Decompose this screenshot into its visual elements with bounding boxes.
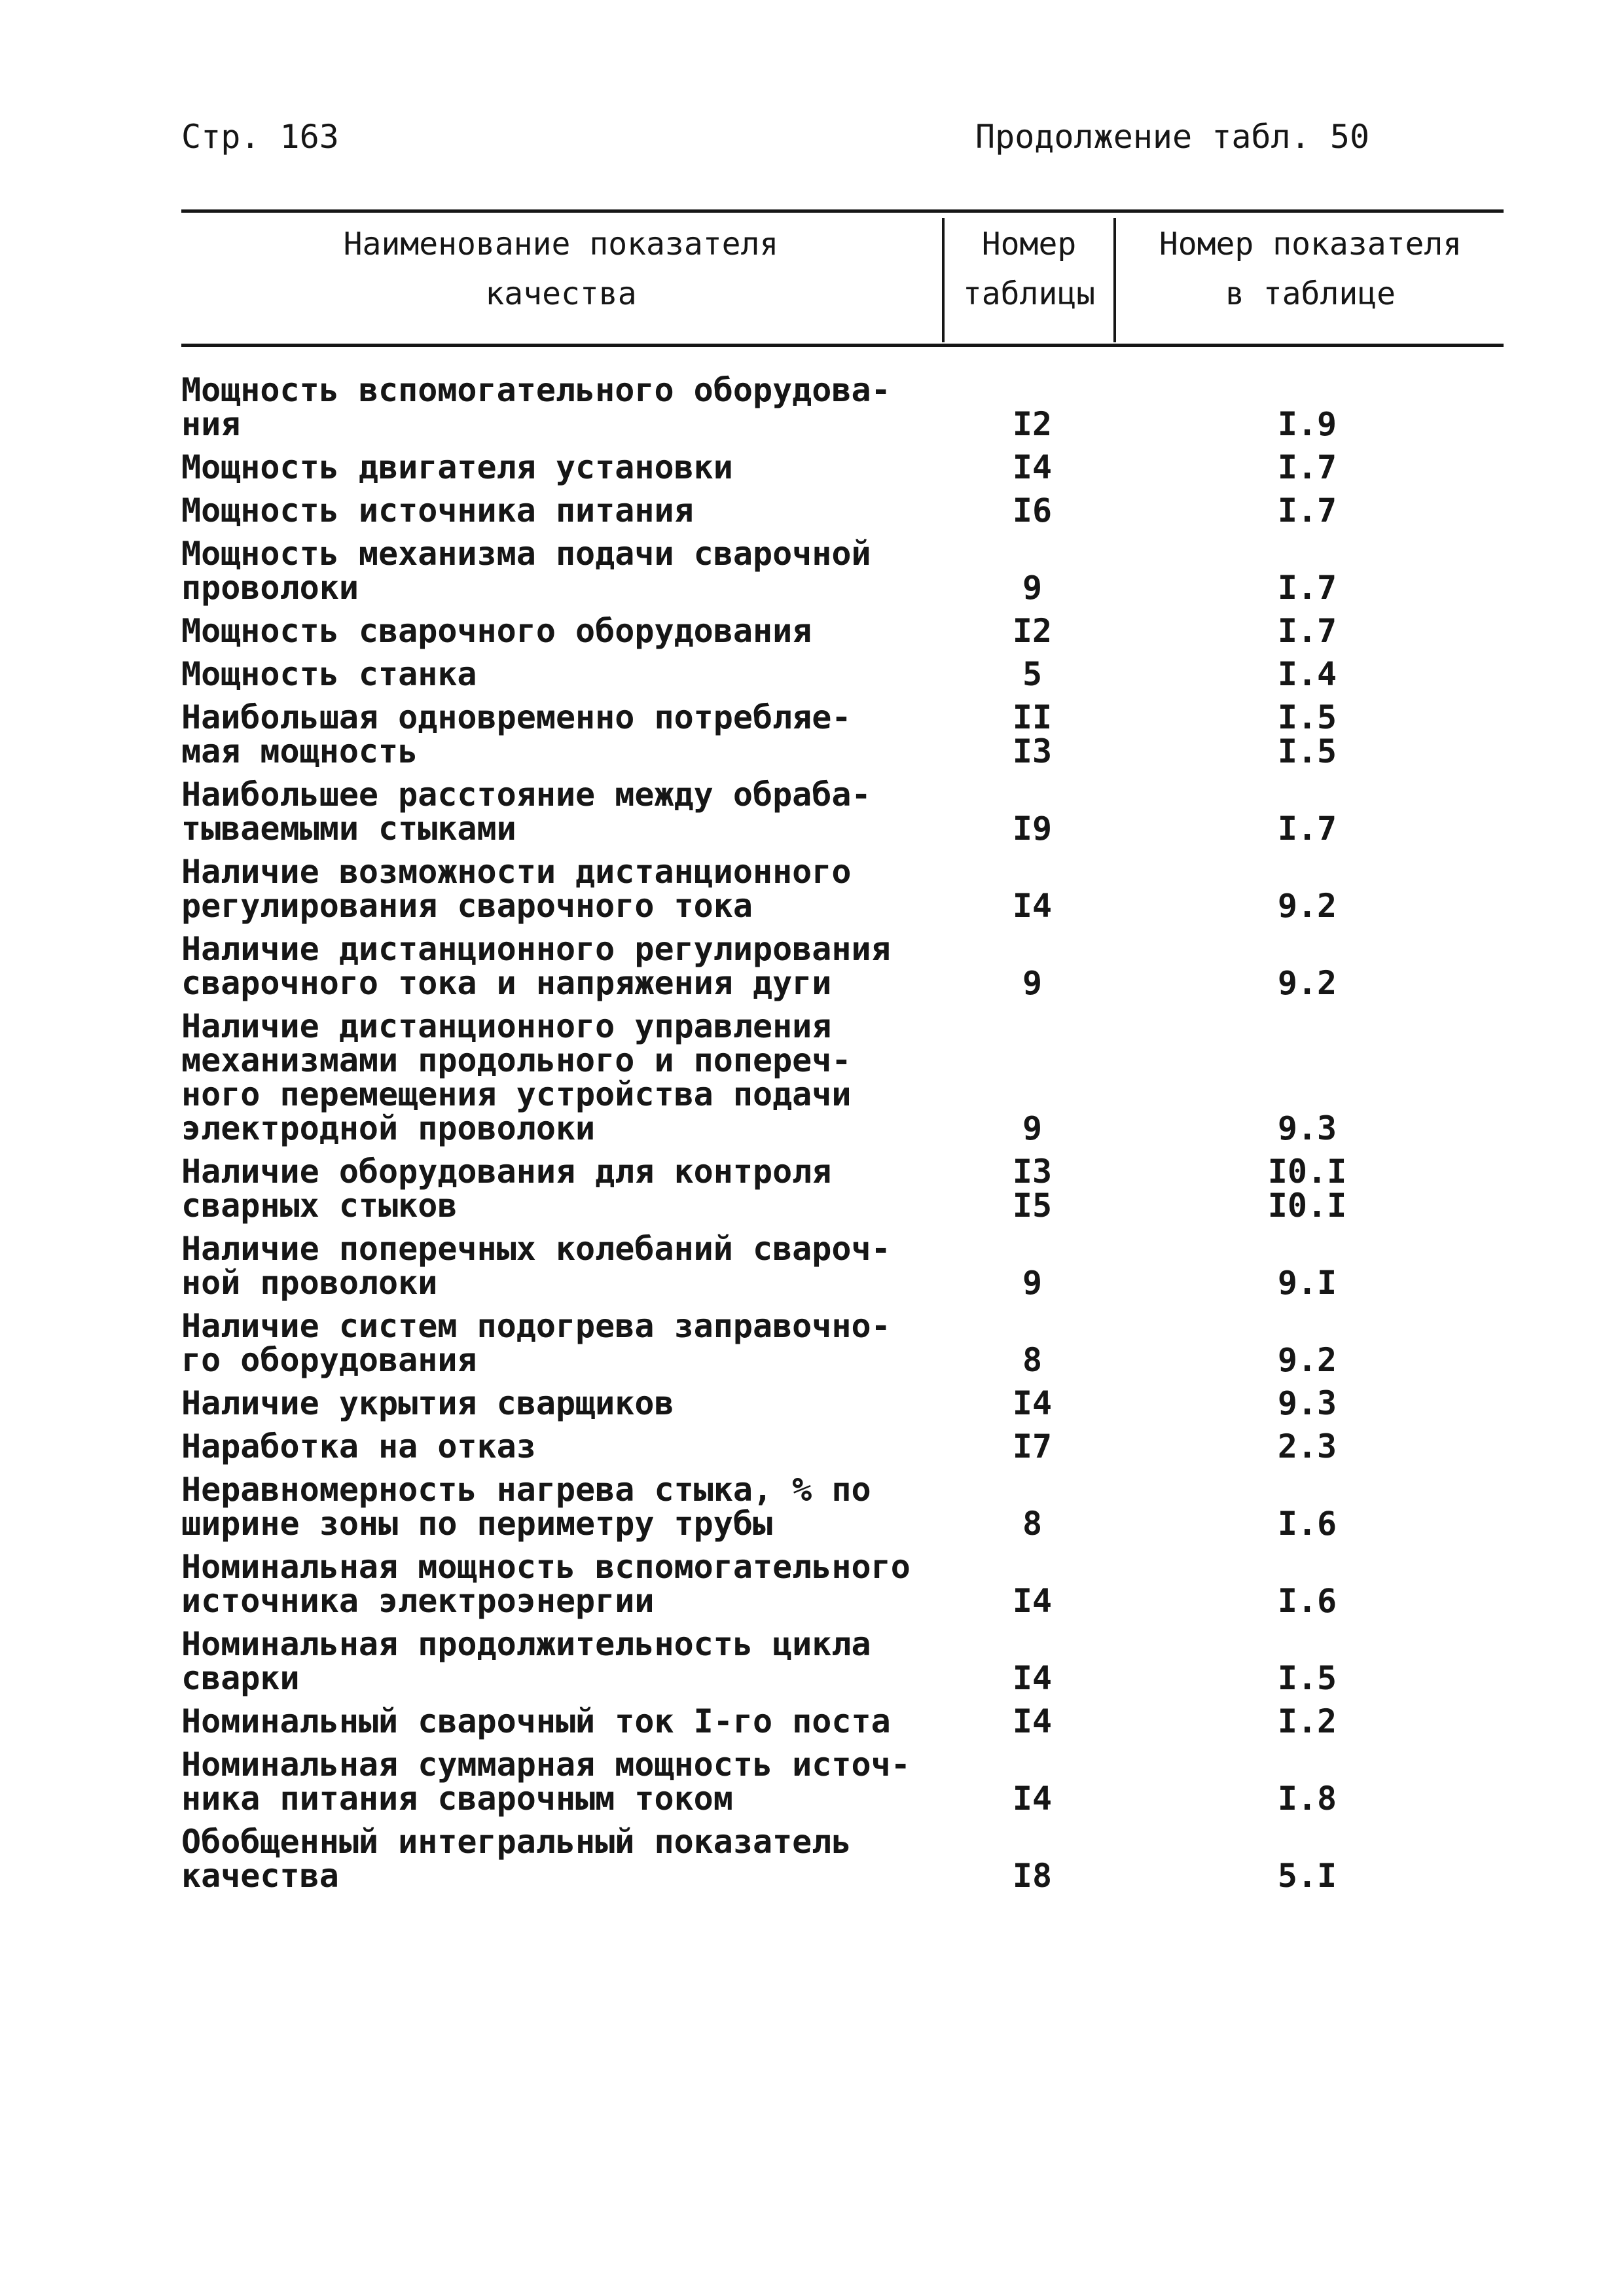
indicator-number-cell: I.5	[1277, 1659, 1337, 1697]
indicator-number-cell: 5.I	[1277, 1857, 1337, 1895]
indicator-name-cell: Мощность сварочного оборудования	[181, 612, 812, 650]
table-row	[181, 537, 1504, 605]
indicator-name-cell: Наличие систем подогрева заправочно- го оборудования	[181, 1307, 891, 1379]
table-number-cell: I3 I5	[1012, 1153, 1053, 1225]
indicator-number-cell: 2.3	[1277, 1427, 1337, 1465]
column-divider	[942, 218, 945, 342]
table-row	[181, 614, 1504, 648]
table-row	[181, 1009, 1504, 1145]
table-number-cell: I6	[1012, 492, 1053, 529]
table-row	[181, 778, 1504, 846]
table-number-cell: 8	[1022, 1505, 1043, 1543]
indicator-name-cell: Наработка на отказ	[181, 1427, 536, 1465]
indicator-number-cell: I.6	[1277, 1582, 1337, 1620]
indicator-name-cell: Наличие дистанционного регулирования сварочного тока и напряжения дуги	[181, 930, 891, 1002]
table-row	[181, 657, 1504, 691]
table-row	[181, 1155, 1504, 1223]
column-divider	[1113, 218, 1116, 342]
table-row	[181, 932, 1504, 1000]
table-row	[181, 1704, 1504, 1738]
table-row	[181, 1550, 1504, 1618]
indicator-name-cell: Номинальный сварочный ток I-го поста	[181, 1702, 891, 1740]
indicator-name-cell: Номинальная продолжительность цикла сварки	[181, 1625, 871, 1697]
indicator-name-cell: Наличие оборудования для контроля сварных стыков	[181, 1153, 832, 1225]
indicator-number-cell: I.7	[1277, 492, 1337, 529]
table-number-cell: I2	[1012, 405, 1053, 443]
table-row	[181, 373, 1504, 441]
indicator-number-cell: 9.2	[1277, 887, 1337, 925]
table-number-cell: I8	[1012, 1857, 1053, 1895]
table-number-cell: I4	[1012, 1582, 1053, 1620]
table-number-cell: 8	[1022, 1341, 1043, 1379]
table-continuation-title: Продолжение табл. 50	[975, 118, 1370, 156]
table-row	[181, 1232, 1504, 1300]
indicator-number-cell: I.7	[1277, 612, 1337, 650]
indicator-number-cell: I.7	[1277, 448, 1337, 486]
table-number-cell: II I3	[1012, 698, 1053, 770]
indicator-number-cell: 9.3	[1277, 1109, 1337, 1147]
indicator-number-cell: I.9	[1277, 405, 1337, 443]
table-number-cell: I4	[1012, 1780, 1053, 1818]
indicator-number-cell: I.6	[1277, 1505, 1337, 1543]
table-row	[181, 1309, 1504, 1377]
table-number-cell: I4	[1012, 1384, 1053, 1422]
indicator-number-cell: I0.I I0.I	[1267, 1153, 1347, 1225]
table-number-cell: I4	[1012, 1659, 1053, 1697]
column-header-indicator-number: Номер показателя в таблице	[1159, 226, 1462, 312]
table-number-cell: 9	[1022, 569, 1043, 607]
table-header	[181, 213, 1504, 344]
indicator-name-cell: Наличие дистанционного управления механизмами продольного и попереч- ного перемещения устройства подачи электродной проволоки	[181, 1007, 852, 1147]
indicator-name-cell: Неравномерность нагрева стыка, % по ширине зоны по периметру трубы	[181, 1471, 871, 1543]
indicator-number-cell: I.5 I.5	[1277, 698, 1337, 770]
table-row	[181, 1473, 1504, 1541]
indicator-number-cell: I.8	[1277, 1780, 1337, 1818]
indicator-number-cell: I.7	[1277, 569, 1337, 607]
table-row	[181, 1386, 1504, 1420]
indicator-number-cell: 9.2	[1277, 1341, 1337, 1379]
table-row	[181, 1429, 1504, 1463]
table-row	[181, 700, 1504, 768]
table-row	[181, 855, 1504, 923]
table-row	[181, 1748, 1504, 1816]
indicator-name-cell: Мощность механизма подачи сварочной проволоки	[181, 535, 871, 607]
indicator-number-cell: 9.I	[1277, 1264, 1337, 1302]
indicator-name-cell: Мощность двигателя установки	[181, 448, 733, 486]
column-header-table-number: Номер таблицы	[962, 226, 1096, 312]
table-number-cell: I9	[1012, 810, 1053, 848]
table-number-cell: I2	[1012, 612, 1053, 650]
indicator-name-cell: Наличие возможности дистанционного регулирования сварочного тока	[181, 853, 852, 925]
indicator-name-cell: Наибольшее расстояние между обраба- тываемыми стыками	[181, 776, 871, 848]
indicator-number-cell: I.2	[1277, 1702, 1337, 1740]
indicator-name-cell: Обобщенный интегральный показатель качества	[181, 1823, 852, 1895]
table-number-cell: 9	[1022, 1109, 1043, 1147]
indicator-number-cell: I.7	[1277, 810, 1337, 848]
indicator-number-cell: 9.3	[1277, 1384, 1337, 1422]
table-number-cell: I4	[1012, 448, 1053, 486]
indicator-name-cell: Наибольшая одновременно потребляе- мая мощность	[181, 698, 852, 770]
indicator-number-cell: I.4	[1277, 655, 1337, 693]
indicator-name-cell: Наличие укрытия сварщиков	[181, 1384, 674, 1422]
indicator-name-cell: Номинальная суммарная мощность источ- ника питания сварочным током	[181, 1746, 911, 1818]
indicator-number-cell: 9.2	[1277, 964, 1337, 1002]
table-row	[181, 450, 1504, 484]
table-number-cell: 9	[1022, 1264, 1043, 1302]
indicator-name-cell: Номинальная мощность вспомогательного источника электроэнергии	[181, 1548, 911, 1620]
table-row	[181, 1825, 1504, 1893]
column-header-indicator-name: Наименование показателя качества	[343, 226, 779, 312]
table-number-cell: 9	[1022, 964, 1043, 1002]
table-number-cell: 5	[1022, 655, 1043, 693]
quality-indicators-table	[181, 209, 1504, 1902]
table-number-cell: I7	[1012, 1427, 1053, 1465]
table-number-cell: I4	[1012, 1702, 1053, 1740]
table-number-cell: I4	[1012, 887, 1053, 925]
table-row	[181, 493, 1504, 528]
indicator-name-cell: Мощность станка	[181, 655, 477, 693]
indicator-name-cell: Мощность источника питания	[181, 492, 694, 529]
table-body	[181, 347, 1504, 1893]
table-row	[181, 1627, 1504, 1695]
page-number: Стр. 163	[181, 118, 339, 156]
indicator-name-cell: Мощность вспомогательного оборудова- ния	[181, 371, 891, 443]
indicator-name-cell: Наличие поперечных колебаний свароч- ной проволоки	[181, 1230, 891, 1302]
